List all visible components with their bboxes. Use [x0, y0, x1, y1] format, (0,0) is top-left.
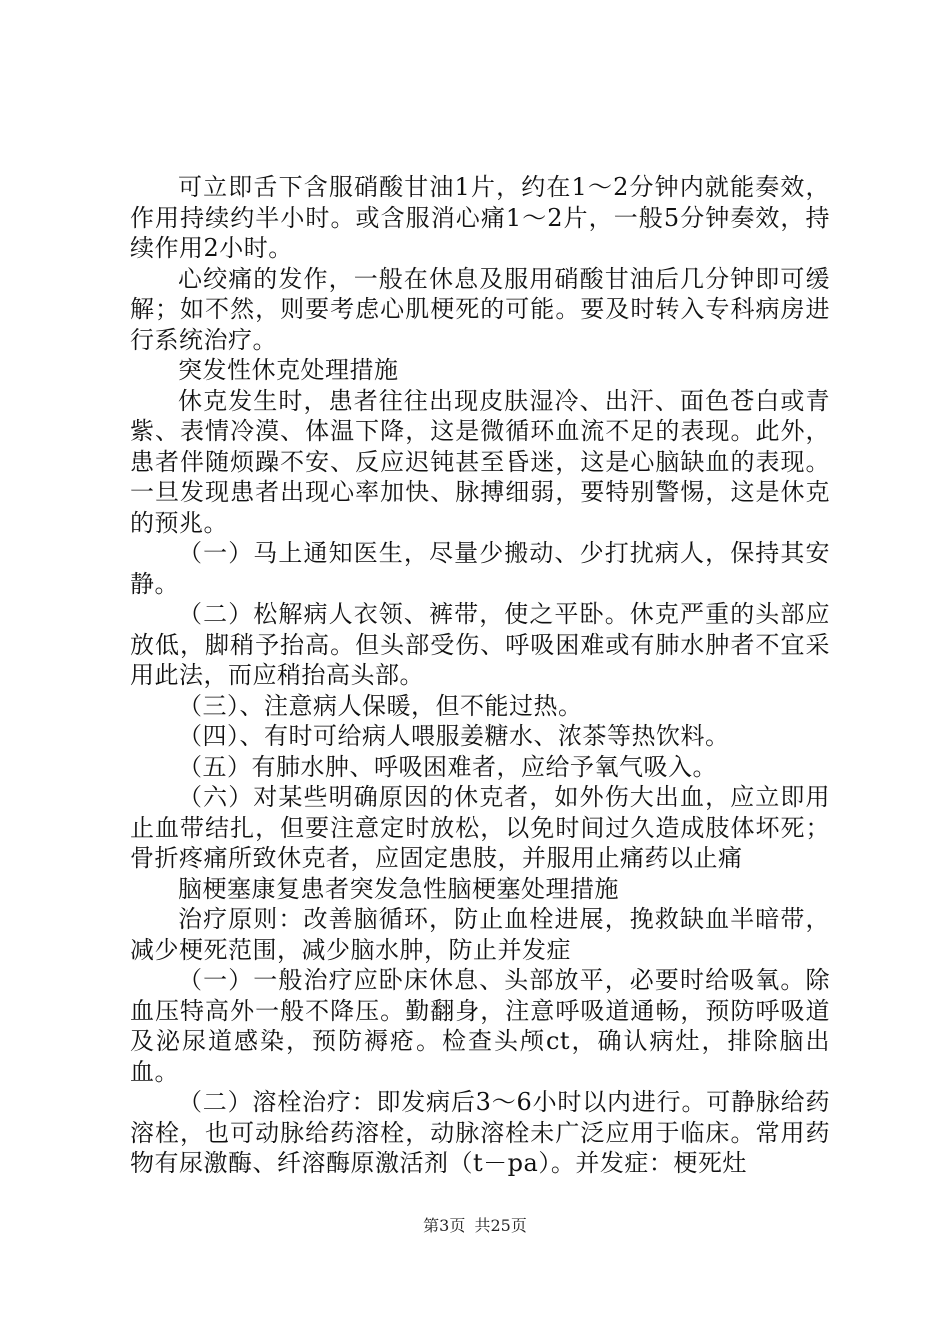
heading-shock-measures: 突发性休克处理措施	[178, 356, 399, 384]
list-item-stroke-1: （一）一般治疗应卧床休息、头部放平，必要时给吸氧。除血压特高外一般不降压。勤翻身，注意呼吸道通畅，预防呼吸道及泌尿道感染，预防褥疮。检查头颅ct，确认病灶，排除脑出血。	[130, 966, 830, 1086]
list-item-shock-4: （四）、有时可给病人喂服姜糖水、浓茶等热饮料。	[178, 722, 730, 750]
heading-stroke-measures: 脑梗塞康复患者突发急性脑梗塞处理措施	[178, 874, 619, 903]
page-total: 共25页	[474, 1216, 527, 1235]
list-item-shock-3: （三）、注意病人保暖，但不能过热。	[178, 691, 583, 720]
paragraph-shock-symptoms: 休克发生时，患者往往出现皮肤湿冷、出汗、面色苍白或青紫、表情冷漠、体温下降，这是微循环血流不足的表现。此外，患者伴随烦躁不安、反应迟钝甚至昏迷，这是心脑缺血的表现。一旦发现患者出现心率加快、脉搏细弱，要特别警惕，这是休克的预兆。	[130, 386, 830, 537]
page-footer	[0, 1216, 950, 1236]
list-item-shock-1: （一）马上通知医生，尽量少搬动、少打扰病人，保持其安静。	[130, 539, 830, 598]
list-item-shock-6: （六）对某些明确原因的休克者，如外伤大出血，应立即用止血带结扎，但要注意定时放松，以免时间过久造成肢体坏死；骨折疼痛所致休克者，应固定患肢，并服用止痛药以止痛	[130, 783, 830, 872]
list-item-stroke-2: （二）溶栓治疗：即发病后3～6小时以内进行。可静脉给药溶栓，也可动脉给药溶栓，动脉溶栓未广泛应用于临床。常用药物有尿激酶、纤溶酶原激活剂（t－pa）。并发症：梗死灶	[130, 1088, 830, 1177]
list-item-shock-2: （二）松解病人衣领、裤带，使之平卧。休克严重的头部应放低，脚稍予抬高。但头部受伤、呼吸困难或有肺水肿者不宜采用此法，而应稍抬高头部。	[130, 600, 830, 689]
paragraph-treatment-principle: 治疗原则：改善脑循环，防止血栓进展，挽救缺血半暗带，减少梗死范围，减少脑水肿，防止并发症	[130, 905, 830, 964]
paragraph-nitroglycerin: 可立即舌下含服硝酸甘油1片，约在1～2分钟内就能奏效，作用持续约半小时。或含服消心痛1～2片，一般5分钟奏效，持续作用2小时。	[130, 173, 830, 262]
paragraph-angina-relief: 心绞痛的发作，一般在休息及服用硝酸甘油后几分钟即可缓解；如不然，则要考虑心肌梗死的可能。要及时转入专科病房进行系统治疗。	[130, 264, 830, 354]
document-body	[130, 172, 830, 1179]
page-number: 第3页	[423, 1216, 466, 1235]
list-item-shock-5: （五）有肺水肿、呼吸困难者，应给予氧气吸入。	[178, 752, 717, 781]
